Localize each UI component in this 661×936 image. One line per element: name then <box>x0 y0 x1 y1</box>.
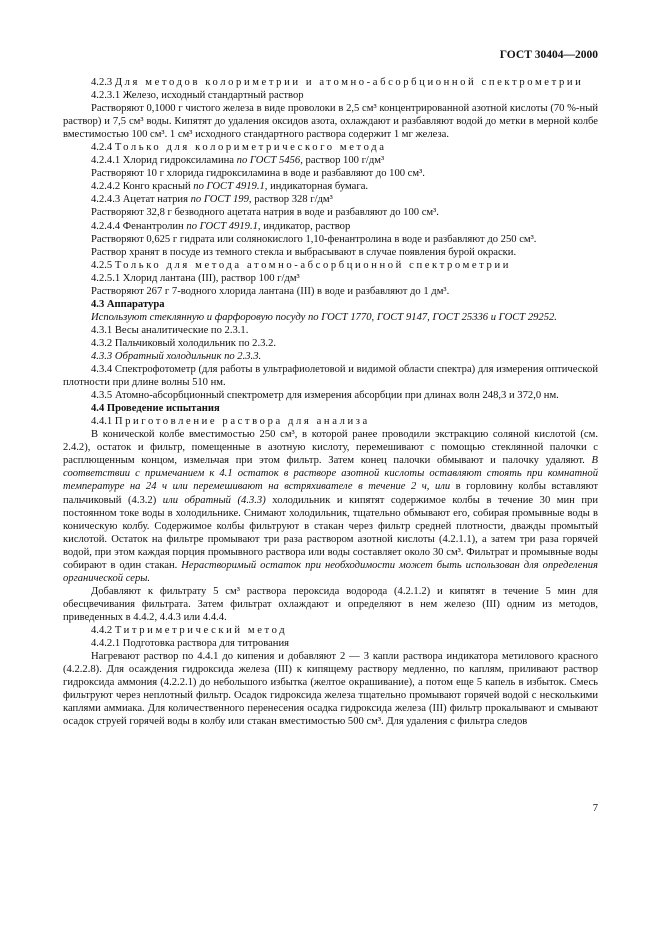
section-number: 4.4.1 <box>91 416 115 428</box>
gost-reference: по ГОСТ 199, <box>190 194 252 206</box>
paragraph-4-4-2-1: 4.4.2.1 Подготовка раствора для титрования <box>91 638 290 650</box>
paragraph-4-3-3: 4.3.3 Обратный холодильник по 2.3.3. <box>91 350 262 362</box>
section-4-4-heading: 4.4 Проведение испытания <box>91 403 220 415</box>
paragraph-4-2-4-4: 4.2.4.4 Фенантролин по ГОСТ 4919.1, индикатор, раствор <box>91 220 351 232</box>
gost-reference: по ГОСТ 5456, <box>236 155 303 167</box>
gost-reference: по ГОСТ 4919.1, <box>186 220 261 232</box>
paragraph-glassware: Используют стеклянную и фарфоровую посуду по ГОСТ 1770, ГОСТ 9147, ГОСТ 25336 и ГОСТ 29252. <box>91 311 557 323</box>
paragraph-4-2-5-1: 4.2.5.1 Хлорид лантана (III), раствор 100 г/дм³ <box>91 272 300 284</box>
document-body <box>63 76 598 728</box>
spaced-heading: Только для метода атомно-абсорбционной спектрометрии <box>114 259 511 271</box>
section-number: 4.2.3 <box>91 77 115 88</box>
paragraph-4-2-3-1: 4.2.3.1 Железо, исходный стандартный раствор <box>91 90 304 102</box>
paragraph-iron-solution: Растворяют 0,1000 г чистого железа в виде проволоки в 2,5 см³ концентрированной азотной кислоты (70 %-ный раствор) и 7,5 см³ воды. Кипятят до удаления оксидов азота, охлаждают и разбавляют водой до метки в мерной колбе вместимостью 100 см³. 1 см³ исходного стандартного раствора содержит 1 мг железа. <box>63 103 598 141</box>
paragraph-4-3-5: 4.3.5 Атомно-абсорбционный спектрометр для измерения абсорбции при длинах волн 248,3 и 372,0 нм. <box>91 390 559 402</box>
spaced-heading: Титриметрический метод <box>114 624 288 636</box>
section-number: 4.2.4 <box>91 142 115 154</box>
section-4-3-heading: 4.3 Аппаратура <box>91 298 165 310</box>
spaced-heading: Только для колориметрического метода <box>114 142 387 154</box>
paragraph-peroxide: Добавляют к фильтрату 5 см³ раствора пероксида водорода (4.2.1.2) и кипятят в течение 5 мин для обесцвечивания фильтрата. Затем фильтрат охлаждают и определяют в нем железо (III) одним из методов, приведенных в 4.4.2, 4.4.3 или 4.4.4. <box>63 585 598 623</box>
paragraph-lanthanum: Растворяют 267 г 7-водного хлорида лантана (III) в воде и разбавляют до 1 дм³. <box>91 285 450 297</box>
spaced-heading: Приготовление раствора для анализа <box>114 416 370 428</box>
paragraph-4-3-2: 4.3.2 Пальчиковый холодильник по 2.3.2. <box>91 337 277 349</box>
paragraph-phenanthroline: Растворяют 0,625 г гидрата или солянокислого 1,10-фенантролина в воде и разбавляют до 250 см³. <box>91 233 537 245</box>
gost-reference: по ГОСТ 4919.1, <box>193 181 268 193</box>
section-4-2-4-heading <box>63 141 598 154</box>
section-4-4-2-heading <box>63 624 598 637</box>
page-number: 7 <box>592 803 598 814</box>
section-number: 4.4.2 <box>91 624 115 636</box>
paragraph-4-2-4-1: 4.2.4.1 Хлорид гидроксиламина по ГОСТ 5456, раствор 100 г/дм³ <box>91 155 385 167</box>
section-number: 4.2.5 <box>91 259 115 271</box>
paragraph-4-2-4-2: 4.2.4.2 Конго красный по ГОСТ 4919.1, индикаторная бумага. <box>91 181 369 193</box>
paragraph-4-2-4-3: 4.2.4.3 Ацетат натрия по ГОСТ 199, раствор 328 г/дм³ <box>91 194 333 206</box>
paragraph-storage: Раствор хранят в посуде из темного стекла и выбрасывают в случае появления бурой окраски. <box>91 246 517 258</box>
paragraph-sodium-acetate: Растворяют 32,8 г безводного ацетата натрия в воде и разбавляют до 100 см³. <box>91 207 439 219</box>
spaced-heading: Для методов колориметрии и атомно-абсорбционной спектрометрии <box>114 77 584 88</box>
section-4-2-5-heading <box>63 259 598 272</box>
paragraph-titration-prep: Нагревают раствор по 4.4.1 до кипения и добавляют 2 — 3 капли раствора индикатора метилового красного (4.2.2.8). Для осаждения гидроксида железа (III) к кипящему раствору медленно, по каплям, приливают раствор гидроксида аммония (4.2.2.1) до небольшого избытка (желтое окрашивание), а потом еще 5 капель в избыток. Смесь фильтруют через неплотный фильтр. Осадок гидроксида железа тщательно промывают горячей водой с несколькими каплями аммиака. Для количественного перенесения осадка гидроксида железа (III) фильтр прокалывают и смывают осадок струей горячей воды в колбу или стакан вместимостью 500 см³. Для удаления с фильтра следов <box>63 651 598 728</box>
section-4-2-3-heading <box>63 76 598 89</box>
section-4-4-1-heading <box>63 415 598 428</box>
paragraph-hydroxylamine: Растворяют 10 г хлорида гидроксиламина в воде и разбавляют до 100 см³. <box>91 168 425 180</box>
paragraph-sample-preparation: В конической колбе вместимостью 250 см³, в которой ранее проводили экстракцию соляной кислотой (см. 2.4.2), остаток и фильтр, помещенные в азотную кислоту, перемешивают с помощью стеклянной палочки с расплющенным концом, измельчая при этом фильтр. Затем конец палочки обмывают и палочку удаляют. В соответствии с примечанием к 4.1 остаток в растворе азотной кислоты оставляют стоять при комнатной температуре на 24 ч или перемешивают на встряхивателе в течение 2 ч, или в горловину колбы вставляют пальчиковый (4.3.2) или обратный (4.3.3) холодильник и кипятят содержимое колбы в течение 30 мин при постоянном токе воды в холодильнике. Снимают холодильник, тщательно обмывают его, собирая промывные воды в коническую колбу. Содержимое колбы фильтруют в стакан через фильтр средней плотности, дважды промытый кислотой. Остаток на фильтре промывают три раза раствором азотной кислоты (4.2.1.1), а затем три раза горячей водой, при этом каждая порция промывного раствора или воды составляет около 30 см³. Фильтрат и промывные воды собирают в один стакан. Нерастворимый остаток при необходимости может быть использован для определения органической серы. <box>63 429 598 584</box>
standard-header: ГОСТ 30404—2000 <box>499 49 598 61</box>
paragraph-4-3-4: 4.3.4 Спектрофотометр (для работы в ультрафиолетовой и видимой области спектра) для измерения оптической плотности при длине волны 510 нм. <box>63 364 598 389</box>
paragraph-4-3-1: 4.3.1 Весы аналитические по 2.3.1. <box>91 324 249 336</box>
